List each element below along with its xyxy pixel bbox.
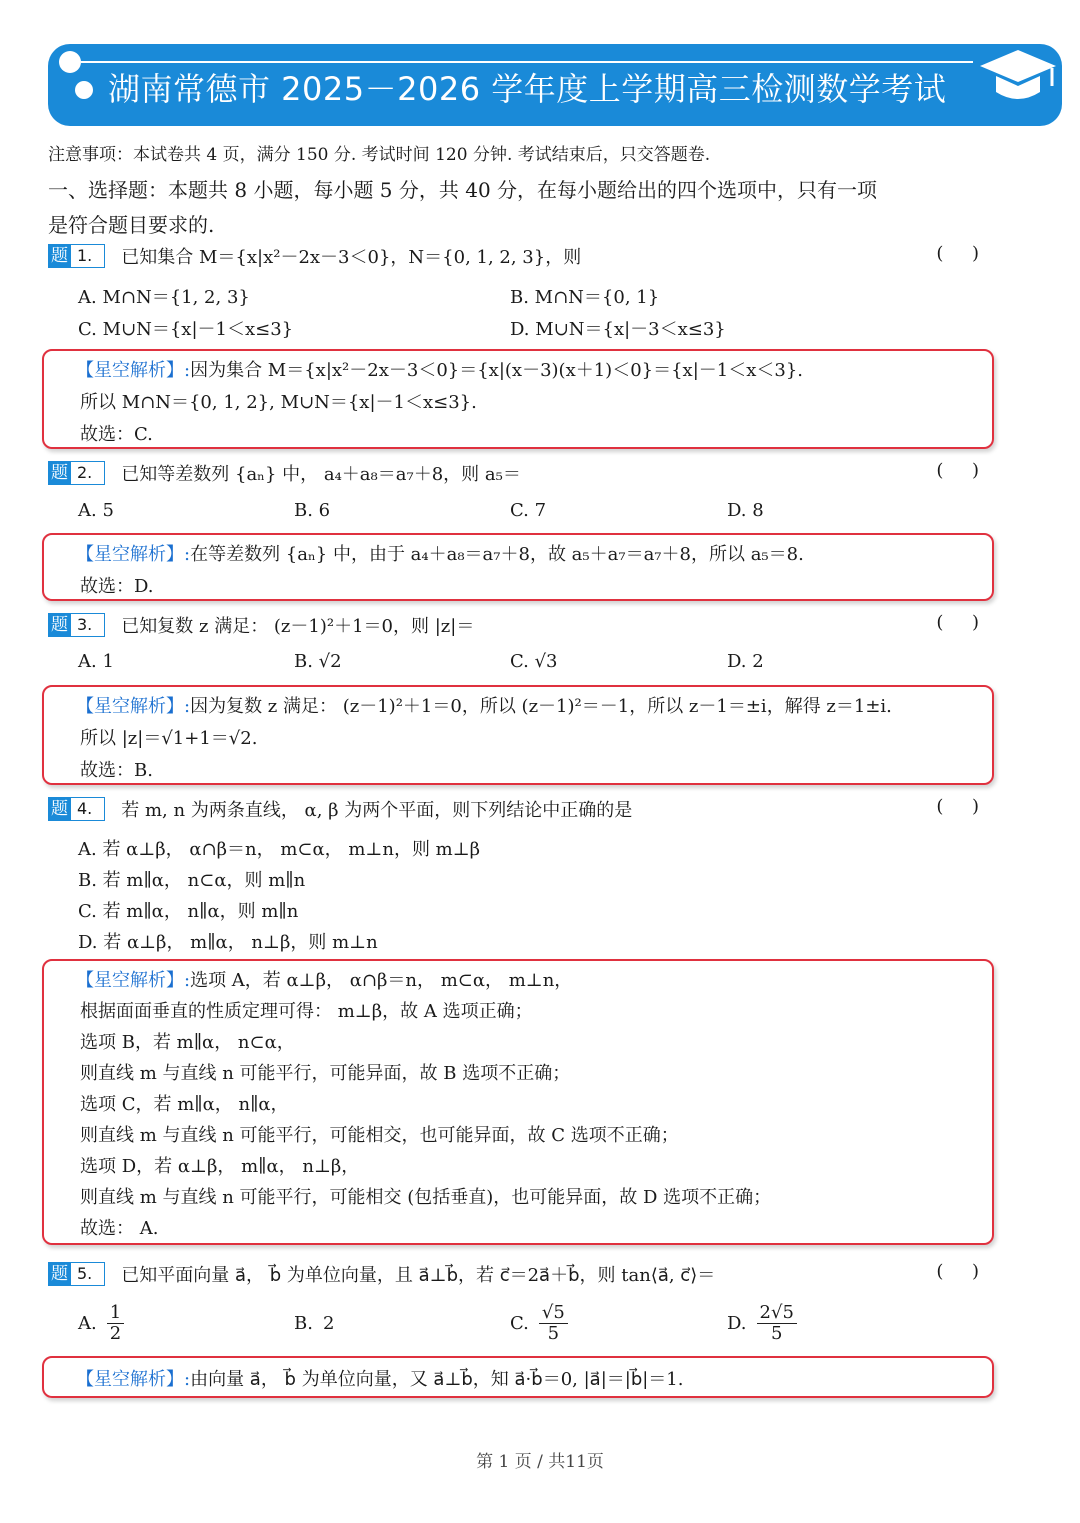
answer-parentheses: ( ) xyxy=(936,1261,979,1282)
analysis-box-1 xyxy=(42,349,994,449)
answer-parentheses: ( ) xyxy=(936,460,979,481)
question-tag xyxy=(48,461,105,485)
question-2 xyxy=(48,460,993,486)
question-number: 1. xyxy=(71,244,105,268)
question-tag xyxy=(48,797,105,821)
question-number: 2. xyxy=(71,461,105,485)
question-1 xyxy=(48,243,993,269)
page-footer: 第 1 页 / 共11页 xyxy=(476,1452,604,1472)
option-a: A. 1 xyxy=(78,651,114,672)
analysis-label: 【星空解析】: xyxy=(76,360,191,381)
option-b: B. 若 m∥α， n⊂α，则 m∥n xyxy=(78,870,306,891)
tag-label: 题 xyxy=(48,461,71,485)
fraction: $\frac{√5}{5}$ xyxy=(539,1303,568,1344)
analysis-line: 故选：B. xyxy=(80,760,153,781)
option-a: A. $\frac{1}{2}$ xyxy=(78,1303,124,1344)
option-b: B. 2 xyxy=(294,1313,335,1334)
analysis-line: 则直线 m 与直线 n 可能平行，可能相交 (包括垂直)，也可能异面，故 D 选项不正确； xyxy=(80,1187,772,1208)
graduation-cap-icon xyxy=(978,48,1058,118)
option-a: A. 5 xyxy=(78,500,114,521)
question-number: 5. xyxy=(71,1262,105,1286)
tag-label: 题 xyxy=(48,244,71,268)
option-c: C. 若 m∥α， n∥α，则 m∥n xyxy=(78,901,299,922)
question-number: 4. xyxy=(71,797,105,821)
question-tag xyxy=(48,613,105,637)
analysis-line: 【星空解析】:选项 A，若 α⊥β， α∩β＝n， m⊂α， m⊥n， xyxy=(76,970,573,991)
tag-label: 题 xyxy=(48,797,71,821)
option-b: B. M∩N＝{0, 1} xyxy=(510,287,660,308)
analysis-line: 选项 D，若 α⊥β， m∥α， n⊥β， xyxy=(80,1156,360,1177)
question-stem: 若 m, n 为两条直线， α, β 为两个平面，则下列结论中正确的是 xyxy=(121,800,633,821)
analysis-line: 根据面面垂直的性质定理可得： m⊥β，故 A 选项正确； xyxy=(80,1001,533,1022)
analysis-line: 选项 C，若 m∥α， n∥α， xyxy=(80,1094,289,1115)
option-d: D. M∪N＝{x|－3＜x≤3} xyxy=(510,319,726,340)
option-b: B. 6 xyxy=(294,500,331,521)
answer-parentheses: ( ) xyxy=(936,796,979,817)
option-d: D. 若 α⊥β， m∥α， n⊥β，则 m⊥n xyxy=(78,932,378,953)
option-c: C. $\frac{√5}{5}$ xyxy=(510,1303,568,1344)
analysis-line: 则直线 m 与直线 n 可能平行，可能相交，也可能异面，故 C 选项不正确； xyxy=(80,1125,679,1146)
option-c: C. √3 xyxy=(510,651,558,672)
analysis-label: 【星空解析】: xyxy=(76,696,191,717)
analysis-line: 选项 B，若 m∥α， n⊂α， xyxy=(80,1032,295,1053)
page-title: 湖南常德市 2025－2026 学年度上学期高三检测数学考试 xyxy=(108,70,947,108)
notice-text: 注意事项：本试卷共 4 页，满分 150 分. 考试时间 120 分钟. 考试结束后，只交答题卷. xyxy=(48,145,711,165)
analysis-line: 【星空解析】:因为集合 M＝{x|x²－2x－3＜0}＝{x|(x－3)(x＋1)＜0}＝{x|－1＜x＜3}. xyxy=(76,360,803,381)
section-heading xyxy=(48,173,988,243)
option-a: A. 若 α⊥β， α∩β＝n， m⊂α， m⊥n，则 m⊥β xyxy=(78,839,481,860)
question-number: 3. xyxy=(71,613,105,637)
question-stem: 已知复数 z 满足： (z－1)²＋1＝0，则 |z|＝ xyxy=(121,616,475,637)
analysis-line: 故选：D. xyxy=(80,576,154,597)
analysis-label: 【星空解析】: xyxy=(76,544,191,565)
section-line-1: 一、选择题：本题共 8 小题，每小题 5 分，共 40 分，在每小题给出的四个选项中，只有一项 xyxy=(48,178,878,202)
analysis-line: 则直线 m 与直线 n 可能平行，可能异面，故 B 选项不正确； xyxy=(80,1063,571,1084)
analysis-box-3 xyxy=(42,685,994,785)
option-c: C. M∪N＝{x|－1＜x≤3} xyxy=(78,319,294,340)
analysis-box-2 xyxy=(42,533,994,601)
analysis-line: 故选： A. xyxy=(80,1218,159,1239)
question-stem: 已知集合 M＝{x|x²－2x－3＜0}，N＝{0, 1, 2, 3}，则 xyxy=(121,247,582,268)
analysis-line: 【星空解析】:由向量 a⃗， b⃗ 为单位向量，又 a⃗⊥b⃗，知 a⃗·b⃗＝0, |a⃗|＝|b⃗|＝1. xyxy=(76,1369,684,1390)
question-3 xyxy=(48,612,993,638)
answer-parentheses: ( ) xyxy=(936,612,979,633)
question-stem: 已知等差数列 {aₙ} 中， a₄＋a₈＝a₇＋8，则 a₅＝ xyxy=(121,464,521,485)
tag-label: 题 xyxy=(48,1262,71,1286)
question-tag xyxy=(48,1262,105,1286)
analysis-line: 所以 |z|＝√1+1＝√2. xyxy=(80,728,258,749)
question-tag xyxy=(48,244,105,268)
analysis-box-5 xyxy=(42,1356,994,1398)
section-line-2: 是符合题目要求的. xyxy=(48,213,215,237)
analysis-line: 所以 M∩N＝{0, 1, 2}, M∪N＝{x|－1＜x≤3}. xyxy=(80,392,477,413)
option-c: C. 7 xyxy=(510,500,547,521)
question-4 xyxy=(48,796,993,822)
analysis-line: 【星空解析】:因为复数 z 满足： (z－1)²＋1＝0，所以 (z－1)²＝－1，所以 z－1＝±i，解得 z＝1±i. xyxy=(76,696,892,717)
analysis-line: 故选：C. xyxy=(80,424,153,445)
analysis-label: 【星空解析】: xyxy=(76,970,191,991)
question-5 xyxy=(48,1261,993,1287)
fraction: $\frac{2√5}{5}$ xyxy=(757,1303,797,1344)
analysis-label: 【星空解析】: xyxy=(76,1369,191,1390)
answer-parentheses: ( ) xyxy=(936,243,979,264)
option-a: A. M∩N＝{1, 2, 3} xyxy=(78,287,250,308)
fraction: $\frac{1}{2}$ xyxy=(107,1303,124,1344)
option-d: D. 8 xyxy=(727,500,764,521)
option-b: B. √2 xyxy=(294,651,342,672)
option-d: D. 2 xyxy=(727,651,764,672)
question-stem: 已知平面向量 a⃗， b⃗ 为单位向量，且 a⃗⊥b⃗，若 c⃗＝2a⃗＋b⃗，则 tan⟨a⃗, c⃗⟩＝ xyxy=(121,1265,716,1286)
analysis-line: 【星空解析】:在等差数列 {aₙ} 中，由于 a₄＋a₈＝a₇＋8，故 a₅＋a₇＝a₇＋8，所以 a₅＝8. xyxy=(76,544,804,565)
analysis-box-4 xyxy=(42,959,994,1245)
option-d: D. $\frac{2√5}{5}$ xyxy=(727,1303,797,1344)
tag-label: 题 xyxy=(48,613,71,637)
